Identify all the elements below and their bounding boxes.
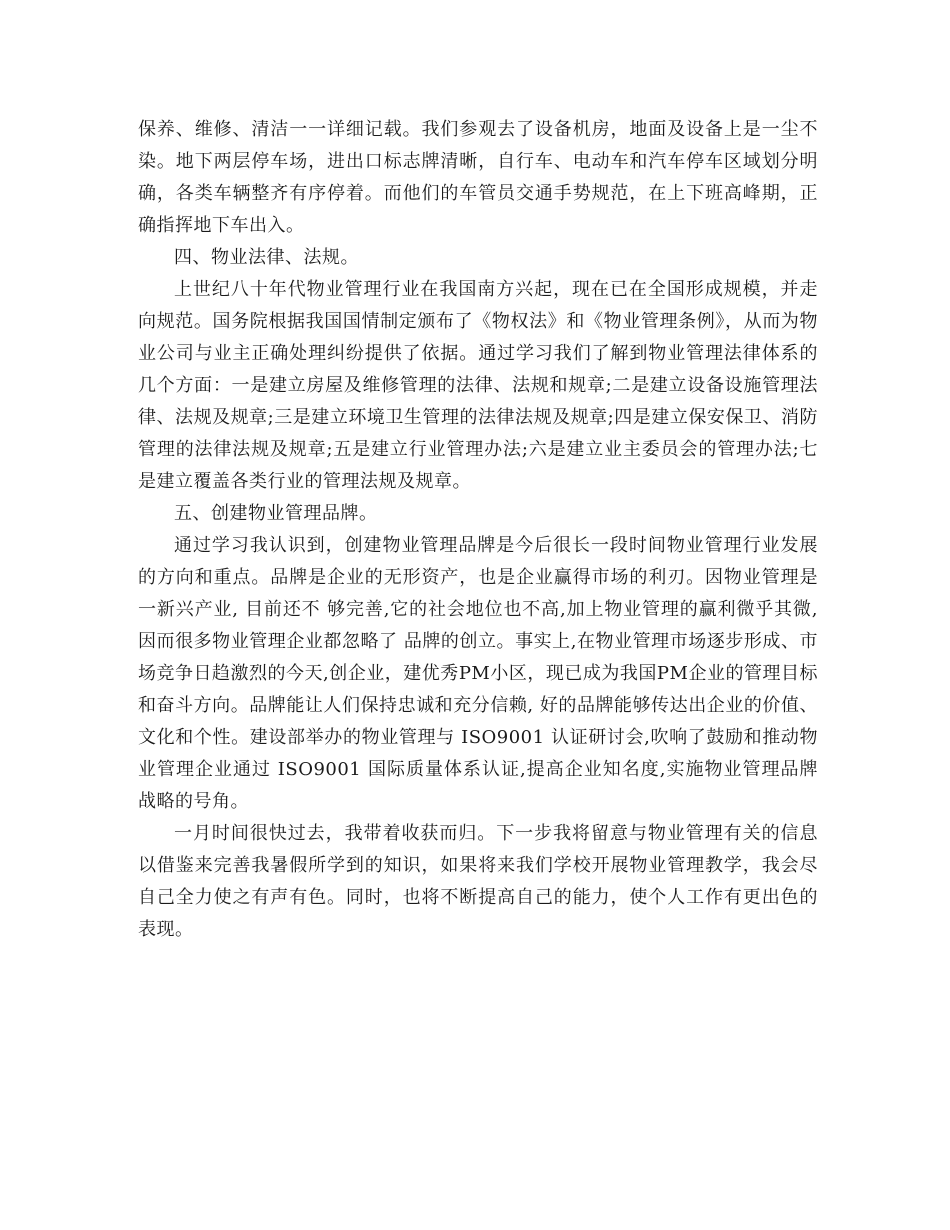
paragraph-laws: 上世纪八十年代物业管理行业在我国南方兴起，现在已在全国形成规模，并走向规范。国务院根据我国国情制定颁布了《物权法》和《物业管理条例》，从而为物业公司与业主正确处理纠纷提供了依据。通过学习我们了解到物业管理法律体系的几个方面：一是建立房屋及维修管理的法律、法规和规章;二是建立设备设施管理法律、法规及规章;三是建立环境卫生管理的法律法规及规章;四是建立保安保卫、消防管理的法律法规及规章;五是建立行业管理办法;六是建立业主委员会的管理办法;七是建立覆盖各类行业的管理法规及规章。 <box>138 279 818 492</box>
paragraph-conclusion: 一月时间很快过去，我带着收获而归。下一步我将留意与物业管理有关的信息以借鉴来完善我暑假所学到的知识，如果将来我们学校开展物业管理教学，我会尽自己全力使之有声有色。同时，也将不断提高自己的能力，使个人工作有更出色的表现。 <box>138 823 818 940</box>
document-body <box>138 114 818 946</box>
section-heading-laws: 四、物业法律、法规。 <box>174 247 359 268</box>
section-heading-brand: 五、创建物业管理品牌。 <box>174 503 378 524</box>
paragraph-facility-management: 保养、维修、清洁一一详细记载。我们参观去了设备机房，地面及设备上是一尘不染。地下两层停车场，进出口标志牌清晰，自行车、电动车和汽车停车区域划分明确，各类车辆整齐有序停着。而他们的车管员交通手势规范，在上下班高峰期，正确指挥地下车出入。 <box>138 119 818 236</box>
paragraph-brand: 通过学习我认识到，创建物业管理品牌是今后很长一段时间物业管理行业发展的方向和重点。品牌是企业的无形资产，也是企业赢得市场的利刃。因物业管理是一新兴产业, 目前还不 够完善,它的社会地位也不高,加上物业管理的赢利微乎其微,因而很多物业管理企业都忽略了 品牌的创立。事实上,在物业管理市场逐步形成、市场竞争日趋激烈的今天,创企业，建优秀PM小区，现已成为我国PM企业的管理目标和奋斗方向。品牌能让人们保持忠诚和充分信赖, 好的品牌能够传达出企业的价值、文化和个性。建设部举办的物业管理与 ISO9001 认证研讨会,吹响了鼓励和推动物业管理企业通过 ISO9001 国际质量体系认证,提高企业知名度,实施物业管理品牌战略的号角。 <box>138 535 818 812</box>
